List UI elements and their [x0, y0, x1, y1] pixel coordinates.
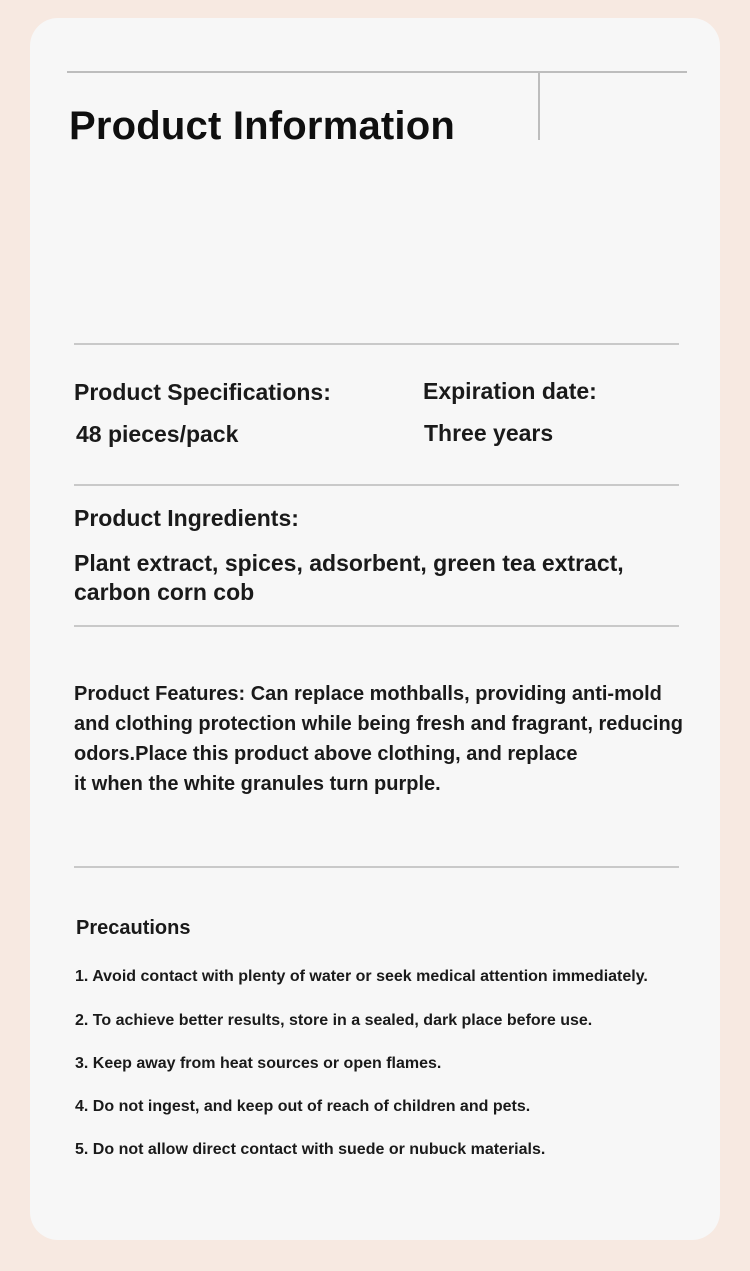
expiration-label: Expiration date: — [423, 378, 597, 404]
features-line: Product Features: Can replace mothballs, providing anti-mold — [74, 683, 662, 705]
section-divider — [74, 484, 679, 486]
precaution-item: 5. Do not allow direct contact with suede or nubuck materials. — [75, 1141, 546, 1158]
section-divider — [74, 343, 679, 345]
precaution-item: 1. Avoid contact with plenty of water or seek medical attention immediately. — [75, 968, 648, 985]
precaution-item: 3. Keep away from heat sources or open flames. — [75, 1055, 442, 1072]
page-title: Product Information — [69, 104, 456, 148]
features-line: and clothing protection while being fresh and fragrant, reducing — [74, 713, 683, 735]
ingredients-value: Plant extract, spices, adsorbent, green tea extract, carbon corn cob — [74, 550, 624, 605]
precautions-title: Precautions — [76, 917, 191, 939]
top-divider — [67, 71, 687, 73]
expiration-value: Three years — [424, 420, 554, 446]
specifications-value: 48 pieces/pack — [76, 421, 239, 447]
section-divider — [74, 866, 679, 868]
precaution-item: 2. To achieve better results, store in a sealed, dark place before use. — [75, 1012, 593, 1029]
features-line: odors.Place this product above clothing, and replace — [74, 743, 578, 765]
specifications-label: Product Specifications: — [74, 379, 331, 405]
ingredients-label: Product Ingredients: — [74, 505, 299, 531]
precaution-item: 4. Do not ingest, and keep out of reach of children and pets. — [75, 1098, 531, 1115]
vertical-divider — [538, 72, 540, 140]
features-line: it when the white granules turn purple. — [74, 773, 441, 795]
section-divider — [74, 625, 679, 627]
